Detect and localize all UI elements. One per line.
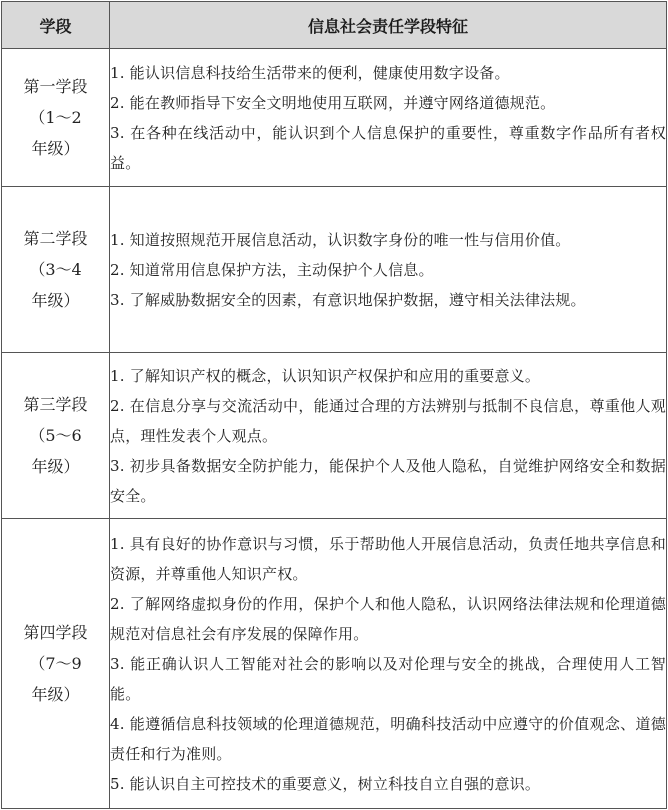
stage-grade-suffix: 年级） [31, 685, 80, 704]
stage-name: 第二学段 [23, 229, 88, 248]
feature-column-header: 信息社会责任学段特征 [110, 2, 667, 49]
stage-name: 第一学段 [23, 77, 88, 96]
feature-item: 3. 能正确认识人工智能对社会的影响以及对伦理与安全的挑战，合理使用人工智能。 [110, 654, 666, 703]
table-header-row [2, 2, 667, 49]
feature-item: 1. 了解知识产权的概念，认识知识产权保护和应用的重要意义。 [110, 366, 541, 385]
feature-cell [110, 187, 667, 353]
stage-grade-range: （7～9 [29, 654, 82, 673]
stage-name: 第三学段 [23, 395, 88, 414]
feature-item: 2. 了解网络虚拟身份的作用，保护个人和他人隐私，认识网络法律法规和伦理道德规范对信息社会有序发展的保障作用。 [110, 594, 666, 643]
feature-item: 1. 知道按照规范开展信息活动，认识数字身份的唯一性与信用价值。 [110, 230, 571, 249]
feature-item: 1. 能认识信息科技给生活带来的便利，健康使用数字设备。 [110, 63, 510, 82]
feature-item: 2. 在信息分享与交流活动中，能通过合理的方法辨别与抵制不良信息，尊重他人观点，理性发表个人观点。 [110, 396, 666, 445]
stage-grade-range: （3～4 [29, 260, 82, 279]
table-row [2, 519, 667, 809]
feature-item: 5. 能认识自主可控技术的重要意义，树立科技自立自强的意识。 [110, 774, 541, 793]
feature-item: 1. 具有良好的协作意识与习惯，乐于帮助他人开展信息活动，负责任地共享信息和资源，并尊重他人知识产权。 [110, 534, 666, 583]
stage-grade-suffix: 年级） [31, 291, 80, 310]
feature-cell [110, 519, 667, 809]
stage-grade-range: （1～2 [29, 108, 82, 127]
table-row [2, 49, 667, 187]
stage-name: 第四学段 [23, 623, 88, 642]
stage-grade-suffix: 年级） [31, 457, 80, 476]
stage-cell [2, 353, 110, 519]
stage-cell [2, 519, 110, 809]
stage-cell [2, 187, 110, 353]
feature-cell [110, 49, 667, 187]
feature-item: 2. 知道常用信息保护方法，主动保护个人信息。 [110, 260, 434, 279]
feature-item: 3. 初步具备数据安全防护能力，能保护个人及他人隐私，自觉维护网络安全和数据安全。 [110, 456, 666, 505]
stage-grade-suffix: 年级） [31, 139, 80, 158]
feature-item: 2. 能在教师指导下安全文明地使用互联网，并遵守网络道德规范。 [110, 93, 556, 112]
feature-item: 4. 能遵循信息科技领域的伦理道德规范，明确科技活动中应遵守的价值观念、道德责任和行为准则。 [110, 714, 666, 763]
feature-cell [110, 353, 667, 519]
stage-cell [2, 49, 110, 187]
stage-feature-table [1, 1, 667, 809]
feature-item: 3. 了解威胁数据安全的因素，有意识地保护数据，遵守相关法律法规。 [110, 290, 586, 309]
stage-column-header: 学段 [2, 2, 110, 49]
table-row [2, 187, 667, 353]
table-row [2, 353, 667, 519]
feature-item: 3. 在各种在线活动中，能认识到个人信息保护的重要性，尊重数字作品所有者权益。 [110, 123, 666, 172]
stage-grade-range: （5～6 [29, 426, 82, 445]
